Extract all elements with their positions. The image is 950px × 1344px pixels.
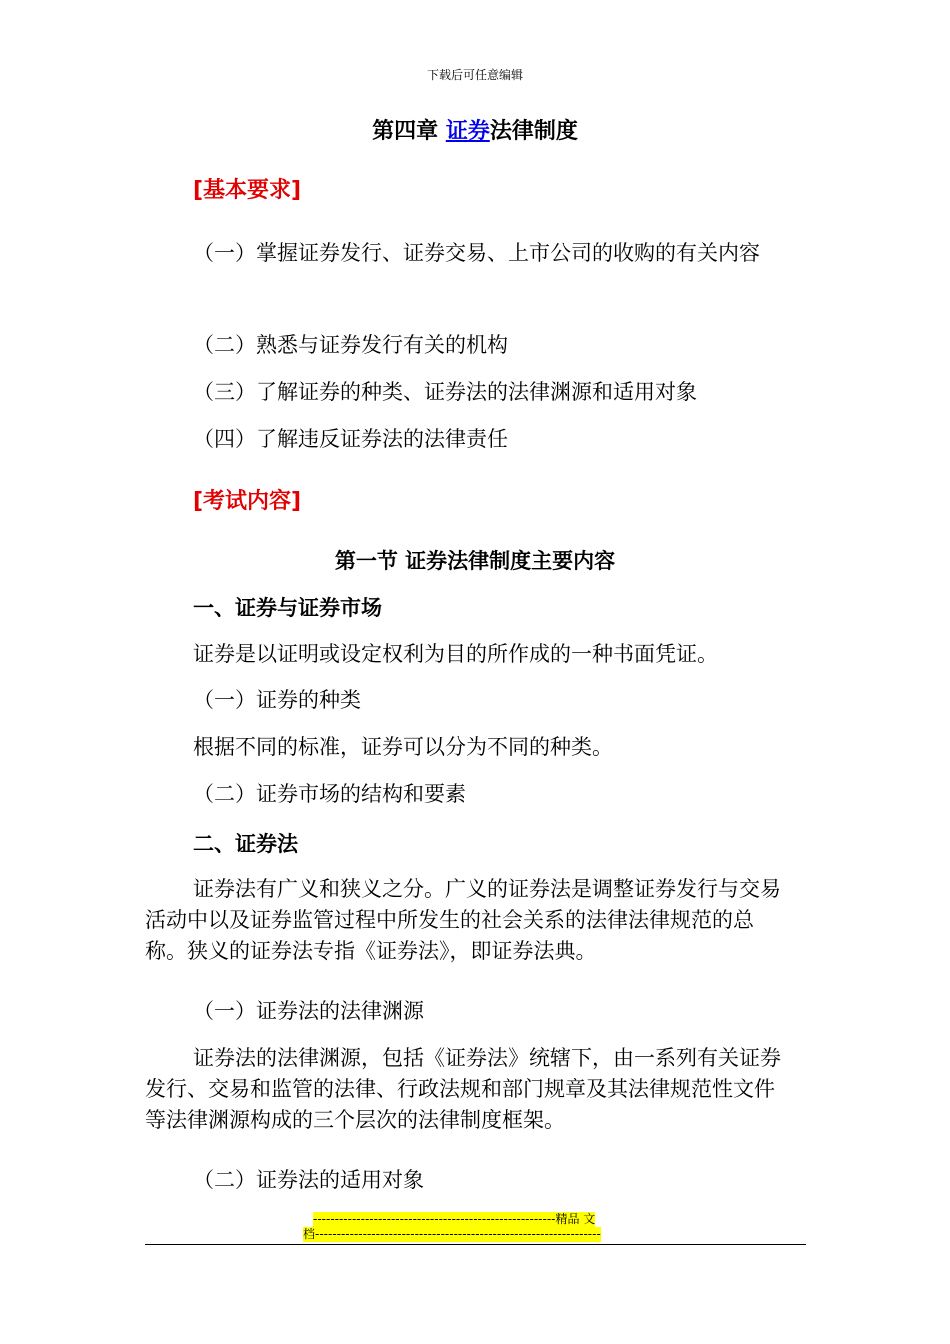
part2-sub1: （一）证券法的法律渊源 bbox=[193, 999, 424, 1023]
requirement-item-1: （一）掌握证券发行、证券交易、上市公司的收购的有关内容 bbox=[193, 241, 760, 265]
exam-content-heading: [考试内容] bbox=[193, 489, 302, 514]
chapter-title bbox=[0, 114, 950, 145]
chapter-title-link[interactable]: 证券 bbox=[445, 119, 490, 144]
requirement-item-3: （三）了解证券的种类、证券法的法律渊源和适用对象 bbox=[193, 380, 697, 404]
footer-watermark-line1: --------------------------------------------------------精品 文 bbox=[313, 1212, 596, 1226]
basic-requirements-heading: [基本要求] bbox=[193, 178, 302, 203]
requirement-item-4: （四）了解违反证券法的法律责任 bbox=[193, 427, 508, 451]
part1-sub2: （二）证券市场的结构和要素 bbox=[193, 782, 466, 806]
chapter-title-prefix: 第四章 bbox=[372, 119, 446, 144]
header-note: 下载后可任意编辑 bbox=[426, 68, 523, 82]
chapter-title-suffix: 法律制度 bbox=[489, 119, 578, 144]
part2-text2: 证券法的法律渊源，包括《证券法》统辖下，由一系列有关证券发行、交易和监管的法律、行政法规和部门规章及其法律规范性文件等法律渊源构成的三个层次的法律制度框架。 bbox=[145, 1046, 781, 1132]
part2-heading: 二、证券法 bbox=[193, 832, 298, 856]
requirement-item-2: （二）熟悉与证券发行有关的机构 bbox=[193, 333, 508, 357]
section-title: 第一节 证券法律制度主要内容 bbox=[334, 549, 616, 573]
part2-text1: 证券法有广义和狭义之分。广义的证券法是调整证券发行与交易活动中以及证券监管过程中所发生的社会关系的法律法律规范的总称。狭义的证券法专指《证券法》，即证券法典。 bbox=[145, 877, 781, 963]
part2-sub2: （二）证券法的适用对象 bbox=[193, 1168, 424, 1192]
security-definition: 证券是以证明或设定权利为目的所作成的一种书面凭证。 bbox=[193, 642, 718, 666]
footer-watermark-line2: 档------------------------------------------------------------------ bbox=[303, 1227, 601, 1241]
footer-divider bbox=[145, 1244, 806, 1245]
part1-heading: 一、证券与证券市场 bbox=[193, 596, 382, 620]
part1-sub1-text: 根据不同的标准，证券可以分为不同的种类。 bbox=[193, 735, 613, 759]
part1-sub1: （一）证券的种类 bbox=[193, 688, 361, 712]
